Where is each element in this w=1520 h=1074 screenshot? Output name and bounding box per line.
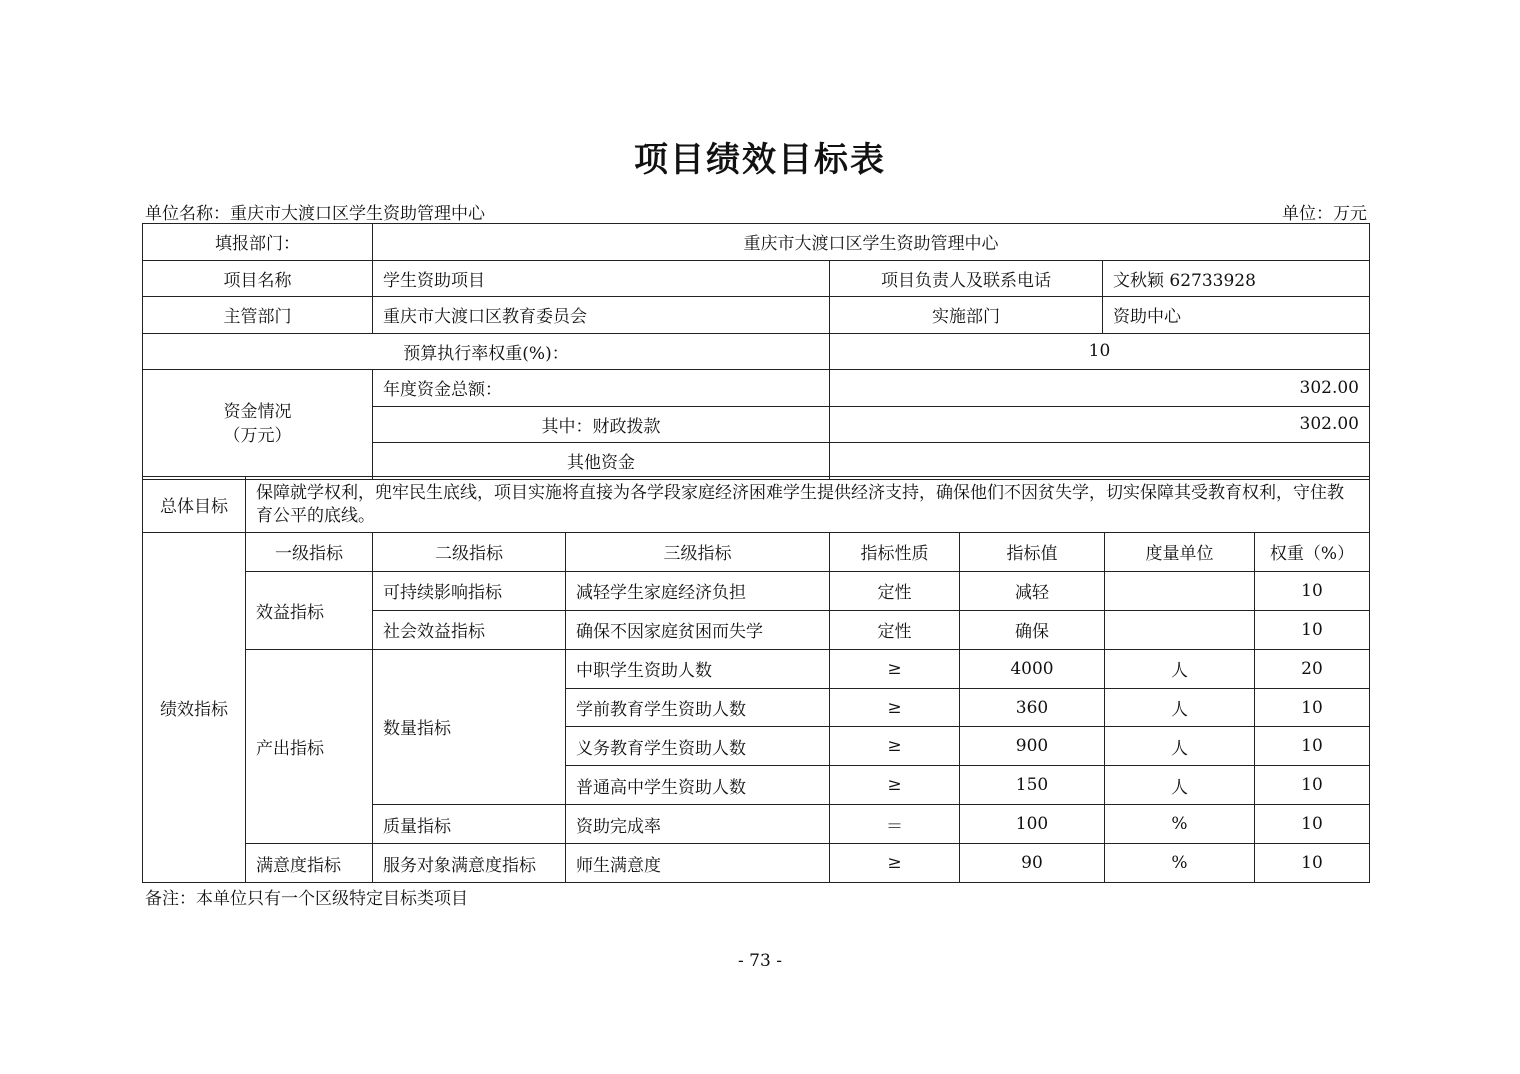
footnote: 备注：本单位只有一个区级特定目标类项目	[145, 889, 468, 909]
weight-cell: 10	[1255, 571, 1370, 610]
nature-cell: ≥	[830, 727, 960, 766]
value-cell: 360	[960, 688, 1105, 727]
budget-weight-label: 预算执行率权重(%)：	[143, 333, 830, 370]
level3-cell: 减轻学生家庭经济负担	[566, 571, 830, 610]
header-level1: 一级指标	[246, 533, 373, 572]
indicators-section-label: 绩效指标	[143, 533, 246, 883]
header-nature: 指标性质	[830, 533, 960, 572]
level3-cell: 师生满意度	[566, 844, 830, 883]
project-info-table	[142, 223, 1370, 480]
value-cell: 100	[960, 805, 1105, 844]
nature-cell: ≥	[830, 649, 960, 688]
goal-table	[142, 476, 1370, 533]
contact-label: 项目负责人及联系电话	[830, 260, 1103, 297]
value-cell: 减轻	[960, 571, 1105, 610]
table-row	[143, 844, 1370, 883]
fill-dept-value: 重庆市大渡口区学生资助管理中心	[373, 224, 1370, 261]
unit-cell: %	[1105, 844, 1255, 883]
level3-cell: 普通高中学生资助人数	[566, 766, 830, 805]
table-row	[143, 477, 1370, 533]
goal-label: 总体目标	[143, 477, 246, 533]
unit-cell: 人	[1105, 649, 1255, 688]
table-row	[143, 297, 1370, 334]
level2-quantity: 数量指标	[373, 649, 566, 805]
nature-cell: ≥	[830, 844, 960, 883]
project-name-label: 项目名称	[143, 260, 373, 297]
supervisor-value: 重庆市大渡口区教育委员会	[373, 297, 830, 334]
value-cell: 900	[960, 727, 1105, 766]
funds-label	[143, 370, 373, 480]
other-funds-value	[830, 443, 1370, 480]
header-weight: 权重（%）	[1255, 533, 1370, 572]
header-unit: 度量单位	[1105, 533, 1255, 572]
header-value: 指标值	[960, 533, 1105, 572]
fiscal-label: 其中：财政拨款	[373, 406, 830, 443]
funds-label-line2: （万元）	[223, 426, 292, 447]
unit-cell: 人	[1105, 688, 1255, 727]
weight-cell: 10	[1255, 805, 1370, 844]
project-name-value: 学生资助项目	[373, 260, 830, 297]
unit-name-label: 单位名称：重庆市大渡口区学生资助管理中心	[145, 204, 485, 224]
unit-cell	[1105, 571, 1255, 610]
annual-total-value: 302.00	[830, 370, 1370, 407]
weight-cell: 10	[1255, 844, 1370, 883]
level2-sustainable: 可持续影响指标	[373, 571, 566, 610]
nature-cell: ≥	[830, 766, 960, 805]
table-row	[143, 571, 1370, 610]
unit-cell: 人	[1105, 727, 1255, 766]
annual-total-label: 年度资金总额：	[373, 370, 830, 407]
unit-cell: 人	[1105, 766, 1255, 805]
nature-cell: 定性	[830, 571, 960, 610]
header-level3: 三级指标	[566, 533, 830, 572]
value-cell: 确保	[960, 610, 1105, 649]
level2-quality: 质量指标	[373, 805, 566, 844]
currency-unit-label: 单位：万元	[1282, 204, 1367, 224]
contact-value: 文秋颖 62733928	[1103, 260, 1370, 297]
funds-label-line1: 资金情况	[223, 402, 292, 423]
fill-dept-label: 填报部门：	[143, 224, 373, 261]
weight-cell: 10	[1255, 688, 1370, 727]
level3-cell: 资助完成率	[566, 805, 830, 844]
page-title: 项目绩效目标表	[634, 140, 886, 180]
impl-dept-label: 实施部门	[830, 297, 1103, 334]
weight-cell: 10	[1255, 727, 1370, 766]
indicators-table	[142, 532, 1370, 883]
nature-cell: ＝	[830, 805, 960, 844]
fiscal-value: 302.00	[830, 406, 1370, 443]
table-header-row	[143, 533, 1370, 572]
nature-cell: 定性	[830, 610, 960, 649]
table-row	[143, 649, 1370, 688]
nature-cell: ≥	[830, 688, 960, 727]
table-row	[143, 370, 1370, 407]
value-cell: 90	[960, 844, 1105, 883]
goal-text: 保障就学权利，兜牢民生底线，项目实施将直接为各学段家庭经济困难学生提供经济支持，确保他们不因贫失学，切实保障其受教育权利，守住教育公平的底线。	[246, 477, 1370, 533]
level2-service: 服务对象满意度指标	[373, 844, 566, 883]
budget-weight-value: 10	[830, 333, 1370, 370]
weight-cell: 10	[1255, 610, 1370, 649]
unit-cell: %	[1105, 805, 1255, 844]
level3-cell: 中职学生资助人数	[566, 649, 830, 688]
unit-cell	[1105, 610, 1255, 649]
level2-social: 社会效益指标	[373, 610, 566, 649]
weight-cell: 10	[1255, 766, 1370, 805]
impl-dept-value: 资助中心	[1103, 297, 1370, 334]
table-row	[143, 260, 1370, 297]
weight-cell: 20	[1255, 649, 1370, 688]
page-number: - 73 -	[738, 951, 782, 971]
table-row	[143, 333, 1370, 370]
level3-cell: 学前教育学生资助人数	[566, 688, 830, 727]
level1-benefit: 效益指标	[246, 571, 373, 649]
level1-output: 产出指标	[246, 649, 373, 843]
other-funds-label: 其他资金	[373, 443, 830, 480]
value-cell: 4000	[960, 649, 1105, 688]
header-level2: 二级指标	[373, 533, 566, 572]
table-row	[143, 224, 1370, 261]
value-cell: 150	[960, 766, 1105, 805]
level1-satisfaction: 满意度指标	[246, 844, 373, 883]
level3-cell: 确保不因家庭贫困而失学	[566, 610, 830, 649]
level3-cell: 义务教育学生资助人数	[566, 727, 830, 766]
supervisor-label: 主管部门	[143, 297, 373, 334]
